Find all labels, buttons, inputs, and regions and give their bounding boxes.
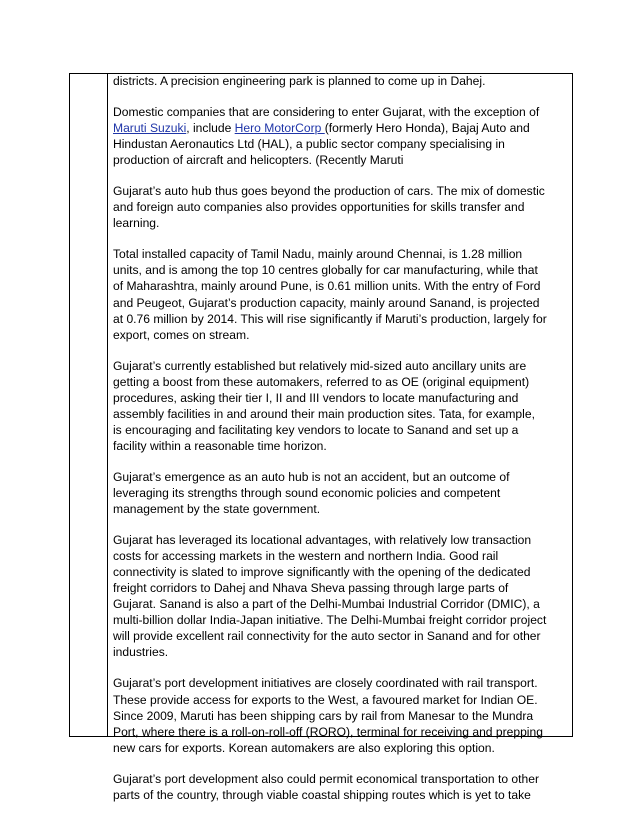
text-line: and Peugeot, Gujarat’s production capacity, mainly around Sanand, is projected: [113, 295, 540, 310]
text-line: of Maharashtra, mainly around Pune, is 0.61 million units. With the entry of Ford: [113, 279, 541, 294]
text-line: Gujarat’s currently established but relatively mid-sized auto ancillary units are: [113, 358, 527, 373]
paragraph-port-rail: [113, 675, 569, 755]
text-line: is encouraging and facilitating key vendors to locate to Sanand and set up a: [113, 422, 519, 437]
text-line: getting a boost from these automakers, referred to as OE (original equipment): [113, 374, 530, 389]
table-left-column: [70, 74, 108, 736]
paragraph-coastal-shipping: [113, 771, 569, 803]
paragraph-emergence: [113, 469, 569, 517]
paragraph-auto-hub: [113, 183, 569, 231]
text-line: These provide access for exports to the West, a favoured market for Indian OE.: [113, 692, 538, 707]
table-content-cell: [113, 73, 569, 803]
text-line: and foreign auto companies also provides opportunities for skills transfer and: [113, 200, 525, 215]
paragraph-installed-capacity: [113, 246, 569, 342]
text-line: Since 2009, Maruti has been shipping cars by rail from Manesar to the Mundra: [113, 708, 534, 723]
text-line: parts of the country, through viable coastal shipping routes which is yet to take: [113, 787, 531, 802]
text-line: multi-billion dollar India-Japan initiative. The Delhi-Mumbai freight corridor project: [113, 613, 547, 628]
text-line: procedures, asking their tier I, II and III vendors to locate manufacturing and: [113, 390, 519, 405]
paragraph-ancillary-units: [113, 358, 569, 454]
text-line: export, comes on stream.: [113, 327, 250, 342]
text-line: Gujarat. Sanand is also a part of the Delhi-Mumbai Industrial Corridor (DMIC), a: [113, 597, 540, 612]
text-line: leveraging its strengths through sound economic policies and competent: [113, 485, 501, 500]
text-line: Port, where there is a roll-on-roll-off (RORO), terminal for receiving and prepping: [113, 724, 543, 739]
text-line: districts. A precision engineering park is planned to come up in Dahej.: [113, 74, 486, 88]
text-line: management by the state government.: [113, 502, 321, 517]
text-line: costs for accessing markets in the western and northern India. Good rail: [113, 549, 499, 564]
text-line: Gujarat’s port development also could permit economical transportation to other: [113, 771, 539, 786]
text-fragment: , include: [186, 121, 235, 136]
text-line: assembly facilities in and around their main production sites. Tata, for example,: [113, 406, 535, 421]
paragraph-locational-advantages: [113, 532, 569, 660]
text-line: Gujarat’s emergence as an auto hub is not an accident, but an outcome of: [113, 469, 510, 484]
text-line: new cars for exports. Korean automakers are also exploring this option.: [113, 740, 495, 755]
text-line: learning.: [113, 216, 160, 231]
text-line: Domestic companies that are considering to enter Gujarat, with the exception of: [113, 105, 540, 120]
text-line: industries.: [113, 645, 169, 660]
text-line: units, and is among the top 10 centres globally for car manufacturing, while that: [113, 263, 538, 278]
text-line: Hindustan Aeronautics Ltd (HAL), a public sector company specialising in: [113, 137, 505, 152]
maruti-suzuki-link[interactable]: Maruti Suzuki: [113, 121, 187, 136]
text-line: Total installed capacity of Tamil Nadu, mainly around Chennai, is 1.28 million: [113, 247, 523, 262]
text-line: [113, 120, 569, 136]
text-line: freight corridors to Dahej and Nhava Sheva passing through large parts of: [113, 581, 509, 596]
document-table: [69, 73, 573, 802]
text-line: Gujarat’s port development initiatives are closely coordinated with rail transport.: [113, 676, 538, 691]
text-line: connectivity is slated to improve significantly with the opening of the dedicated: [113, 565, 531, 580]
text-line: production of aircraft and helicopters. (Recently Maruti: [113, 153, 404, 168]
text-line: at 0.76 million by 2014. This will rise significantly if Maruti’s production, largely for: [113, 311, 547, 326]
hero-motorcorp-link[interactable]: Hero MotorCorp: [234, 121, 325, 136]
paragraph-dahej: [113, 73, 569, 89]
text-fragment: (formerly Hero Honda), Bajaj Auto and: [324, 121, 530, 136]
paragraph-domestic-companies: [113, 104, 569, 168]
text-line: Gujarat has leveraged its locational advantages, with relatively low transaction: [113, 533, 532, 548]
text-line: Gujarat’s auto hub thus goes beyond the production of cars. The mix of domestic: [113, 184, 545, 199]
text-line: will provide excellent rail connectivity for the auto sector in Sanand and for other: [113, 629, 541, 644]
text-line: facility within a reasonable time horizon.: [113, 438, 327, 453]
